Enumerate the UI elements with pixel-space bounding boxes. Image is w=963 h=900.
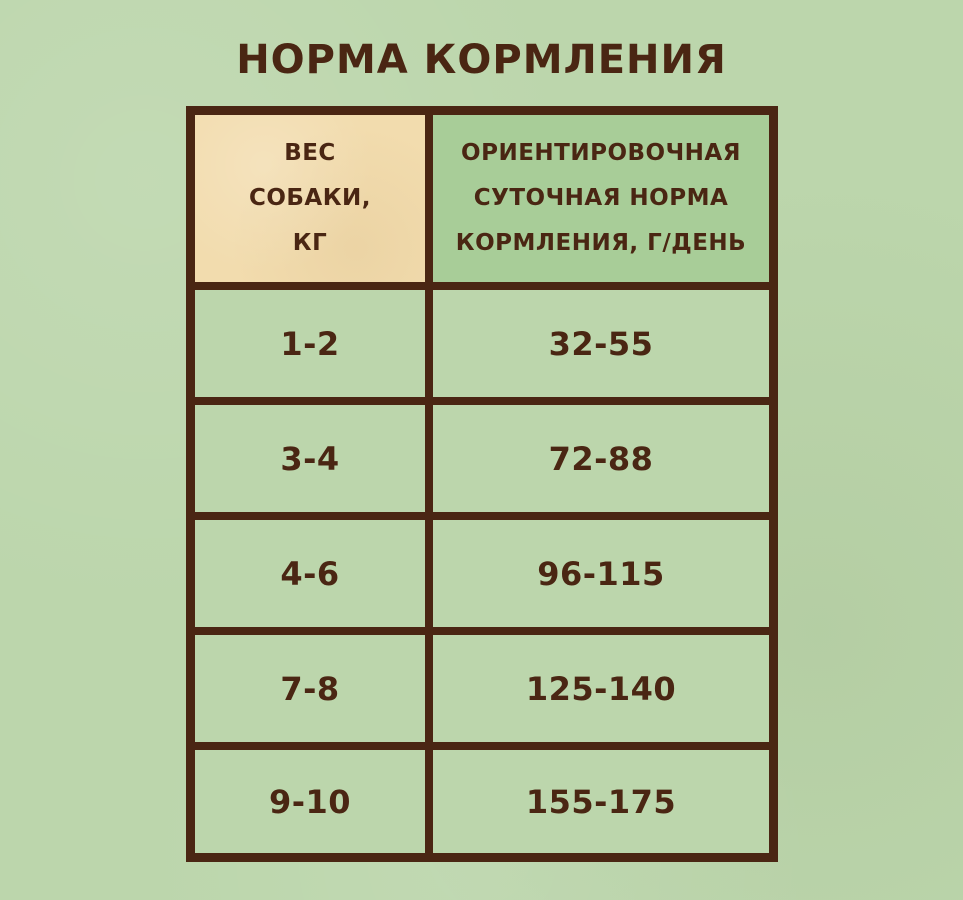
table-row-2-norm-cell (429, 401, 773, 516)
table-row-1-norm-cell (429, 286, 773, 401)
table-row-5-norm-cell (429, 746, 773, 857)
header-cell-weight (191, 111, 429, 286)
table-row-4-weight-cell (191, 631, 429, 746)
weight-value: 7-8 (280, 669, 340, 708)
header-norm-label: ОРИЕНТИРОВОЧНАЯ СУТОЧНАЯ НОРМА КОРМЛЕНИЯ, Г/ДЕНЬ (455, 140, 747, 256)
header-weight-label: ВЕС СОБАКИ, КГ (248, 140, 372, 256)
weight-value: 4-6 (280, 554, 340, 593)
header-cell-norm (429, 111, 773, 286)
table-row-2-weight-cell (191, 401, 429, 516)
table-row-1-weight-cell (191, 286, 429, 401)
feeding-table (186, 106, 778, 862)
page-title: НОРМА КОРМЛЕНИЯ (236, 37, 727, 83)
norm-value: 125-140 (525, 669, 677, 708)
table-row-5-weight-cell (191, 746, 429, 857)
weight-value: 1-2 (280, 324, 340, 363)
weight-value: 9-10 (268, 782, 352, 821)
norm-value: 155-175 (525, 782, 677, 821)
weight-value: 3-4 (280, 439, 340, 478)
norm-value: 96-115 (537, 554, 665, 593)
table-row-3-norm-cell (429, 516, 773, 631)
norm-value: 32-55 (548, 324, 654, 363)
table-row-3-weight-cell (191, 516, 429, 631)
norm-value: 72-88 (548, 439, 654, 478)
table-row-4-norm-cell (429, 631, 773, 746)
